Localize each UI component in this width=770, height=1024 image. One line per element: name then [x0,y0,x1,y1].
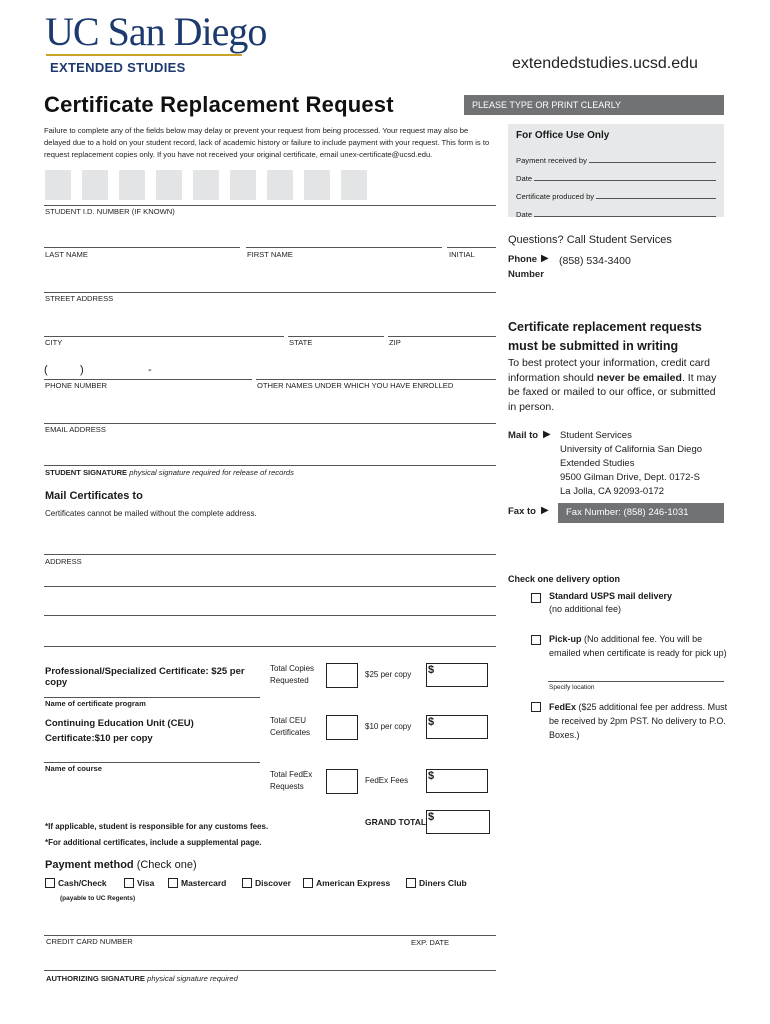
fedex-delivery-checkbox[interactable] [531,702,541,712]
student-id-label: STUDENT I.D. NUMBER (IF KNOWN) [45,207,175,216]
mailing-address: Student Services University of California San Diego Extended Studies 9500 Gilman Drive, Dept. 0172-S La Jolla, CA 92093-0172 [560,430,703,497]
student-signature-field[interactable] [44,465,496,466]
address-line-4[interactable] [44,646,496,647]
state-field[interactable] [288,336,384,337]
last-name-field[interactable] [44,247,240,248]
office-row: Date [516,201,716,219]
logo-uc-san-diego: UC San Diego [45,9,267,54]
phone-paren-open: ( [44,364,48,376]
student-id-digit-box[interactable] [304,170,330,200]
other-names-label: OTHER NAMES UNDER WHICH YOU HAVE ENROLLED [257,381,454,390]
total-fedex-label: Total FedEx Requests [270,770,313,791]
fax-to-label: Fax to [508,506,536,517]
student-services-phone: (858) 534-3400 [559,255,631,267]
authorizing-signature-label: AUTHORIZING SIGNATURE physical signature required [46,974,238,983]
mail-certificates-heading: Mail Certificates to [45,490,143,502]
phone-label: PHONE NUMBER [45,381,108,390]
student-id-digit-box[interactable] [82,170,108,200]
city-field[interactable] [44,336,284,337]
student-signature-label: STUDENT SIGNATURE physical signature required for release of records [45,468,294,477]
total-ceu-input[interactable] [326,715,358,740]
total-copies-input[interactable] [326,663,358,688]
professional-fee-input[interactable]: $ [426,663,488,687]
total-copies-label: Total Copies Requested [270,664,315,685]
student-id-digit-box[interactable] [193,170,219,200]
fedex-fees-label: FedEx Fees [365,776,409,785]
student-id-digit-box[interactable] [156,170,182,200]
other-names-field[interactable] [256,379,496,380]
fedex-fee-input[interactable]: $ [426,769,488,793]
student-id-digit-box[interactable] [341,170,367,200]
payment-method-heading: Payment method (Check one) [45,859,197,871]
email-field[interactable] [44,423,496,424]
supplemental-page-note: *For additional certificates, include a supplemental page. [45,838,262,847]
student-id-digit-box[interactable] [119,170,145,200]
initial-field[interactable] [447,247,496,248]
usps-delivery-label: Standard USPS mail delivery [549,591,673,601]
website-url: extendedstudies.ucsd.edu [512,55,698,72]
checkbox-icon[interactable] [303,878,313,888]
state-label: STATE [289,338,313,347]
student-id-line [44,205,496,206]
written-request-heading: Certificate replacement requests must be submitted in writing [508,320,702,353]
phone-field[interactable] [44,379,252,380]
last-name-label: LAST NAME [45,250,88,259]
pickup-location-field[interactable] [548,681,724,682]
checkbox-icon[interactable] [242,878,252,888]
office-row: Payment received by [516,147,716,165]
initial-label: INITIAL [449,250,475,259]
payment-option-mastercard[interactable]: Mastercard [168,878,226,888]
per-copy-25-label: $25 per copy [365,670,412,679]
zip-field[interactable] [388,336,496,337]
arrow-right-icon: ▶ [543,429,551,440]
first-name-label: FIRST NAME [247,250,293,259]
pickup-delivery-checkbox[interactable] [531,635,541,645]
address-line-1[interactable] [44,554,496,555]
office-use-box [508,124,724,217]
address-line-2[interactable] [44,586,496,587]
please-type-banner: PLEASE TYPE OR PRINT CLEARLY [464,95,724,115]
per-copy-10-label: $10 per copy [365,722,412,731]
payment-option-american-express[interactable]: American Express [303,878,390,888]
office-row: Date [516,165,716,183]
address-line-3[interactable] [44,615,496,616]
total-ceu-label: Total CEU Certificates [270,716,311,737]
phone-dash: - [148,364,152,376]
grand-total-label: GRAND TOTAL [365,817,427,827]
checkbox-icon[interactable] [406,878,416,888]
city-label: CITY [45,338,63,347]
usps-delivery-checkbox[interactable] [531,593,541,603]
certificate-program-field[interactable] [44,697,260,698]
logo-extended-studies: EXTENDED STUDIES [50,60,186,75]
student-id-digit-box[interactable] [267,170,293,200]
arrow-right-icon: ▶ [541,253,549,264]
exp-date-label: EXP. DATE [411,938,450,947]
fedex-delivery-label: FedEx ($25 additional fee per address. Must be received by 2pm PST. No delivery to P.O. Boxes.) [549,702,728,740]
email-label: EMAIL ADDRESS [45,425,106,434]
payment-option-cash-check[interactable]: Cash/Check [45,878,107,888]
pickup-delivery-label: Pick-up (No additional fee. You will be emailed when certificate is ready for pick up) [549,634,727,658]
payable-to-note: (payable to UC Regents) [60,895,136,902]
logo-divider [46,54,242,56]
ceu-fee-input[interactable]: $ [426,715,488,739]
office-row: Certificate produced by [516,183,716,201]
street-address-field[interactable] [44,292,496,293]
zip-label: ZIP [389,338,401,347]
course-name-field[interactable] [44,762,260,763]
questions-text: Questions? Call Student Services [508,234,672,246]
office-use-title: For Office Use Only [516,130,610,141]
student-id-digit-box[interactable] [230,170,256,200]
arrow-right-icon: ▶ [541,505,549,516]
grand-total-input[interactable]: $ [426,810,490,834]
phone-paren-close: ) [80,364,84,376]
credit-card-warning: To best protect your information, credit card information should never be emailed. It may be faxed or mailed to our office, or submitted in person. [508,357,717,413]
phone-label-right: Phone [508,254,538,265]
course-name-label: Name of course [45,764,102,773]
payment-option-discover[interactable]: Discover [242,878,291,888]
total-fedex-input[interactable] [326,769,358,794]
certificate-program-label: Name of certificate program [45,699,146,708]
payment-option-diners-club[interactable]: Diners Club [406,878,467,888]
authorizing-signature-field[interactable] [44,970,496,971]
delivery-option-heading: Check one delivery option [508,574,621,584]
credit-card-number-label: CREDIT CARD NUMBER [46,937,133,946]
mail-to-label: Mail to [508,430,539,441]
payment-option-visa[interactable]: Visa [124,878,154,888]
page-title: Certificate Replacement Request [44,92,394,117]
intro-text: Failure to complete any of the fields below may delay or prevent your request from being processed. Your request may also be delayed due to a hold on your student record, lack of academic history or failure to include payment with your request. This form is to request replacement copies only. If you have not received your original certificate, email unex-certificate@ucsd.edu. [44,126,490,159]
student-id-digit-box[interactable] [45,170,71,200]
professional-certificate-label: Professional/Specialized Certificate: $25 per copy [45,666,245,688]
customs-fee-note: *If applicable, student is responsible for any customs fees. [45,822,269,831]
specify-location-label: Specify location [549,684,595,691]
checkbox-icon[interactable] [168,878,178,888]
checkbox-icon[interactable] [124,878,134,888]
number-label-right: Number [508,269,544,280]
credit-card-number-field[interactable] [44,935,496,936]
checkbox-icon[interactable] [45,878,55,888]
street-address-label: STREET ADDRESS [45,294,114,303]
first-name-field[interactable] [246,247,442,248]
usps-delivery-note: (no additional fee) [549,604,622,614]
ceu-certificate-label: Continuing Education Unit (CEU) Certificate:$10 per copy [45,718,194,744]
address-label: ADDRESS [45,557,82,566]
fax-number-banner: Fax Number: (858) 246-1031 [558,503,724,523]
mail-certificates-note: Certificates cannot be mailed without the complete address. [45,509,257,518]
